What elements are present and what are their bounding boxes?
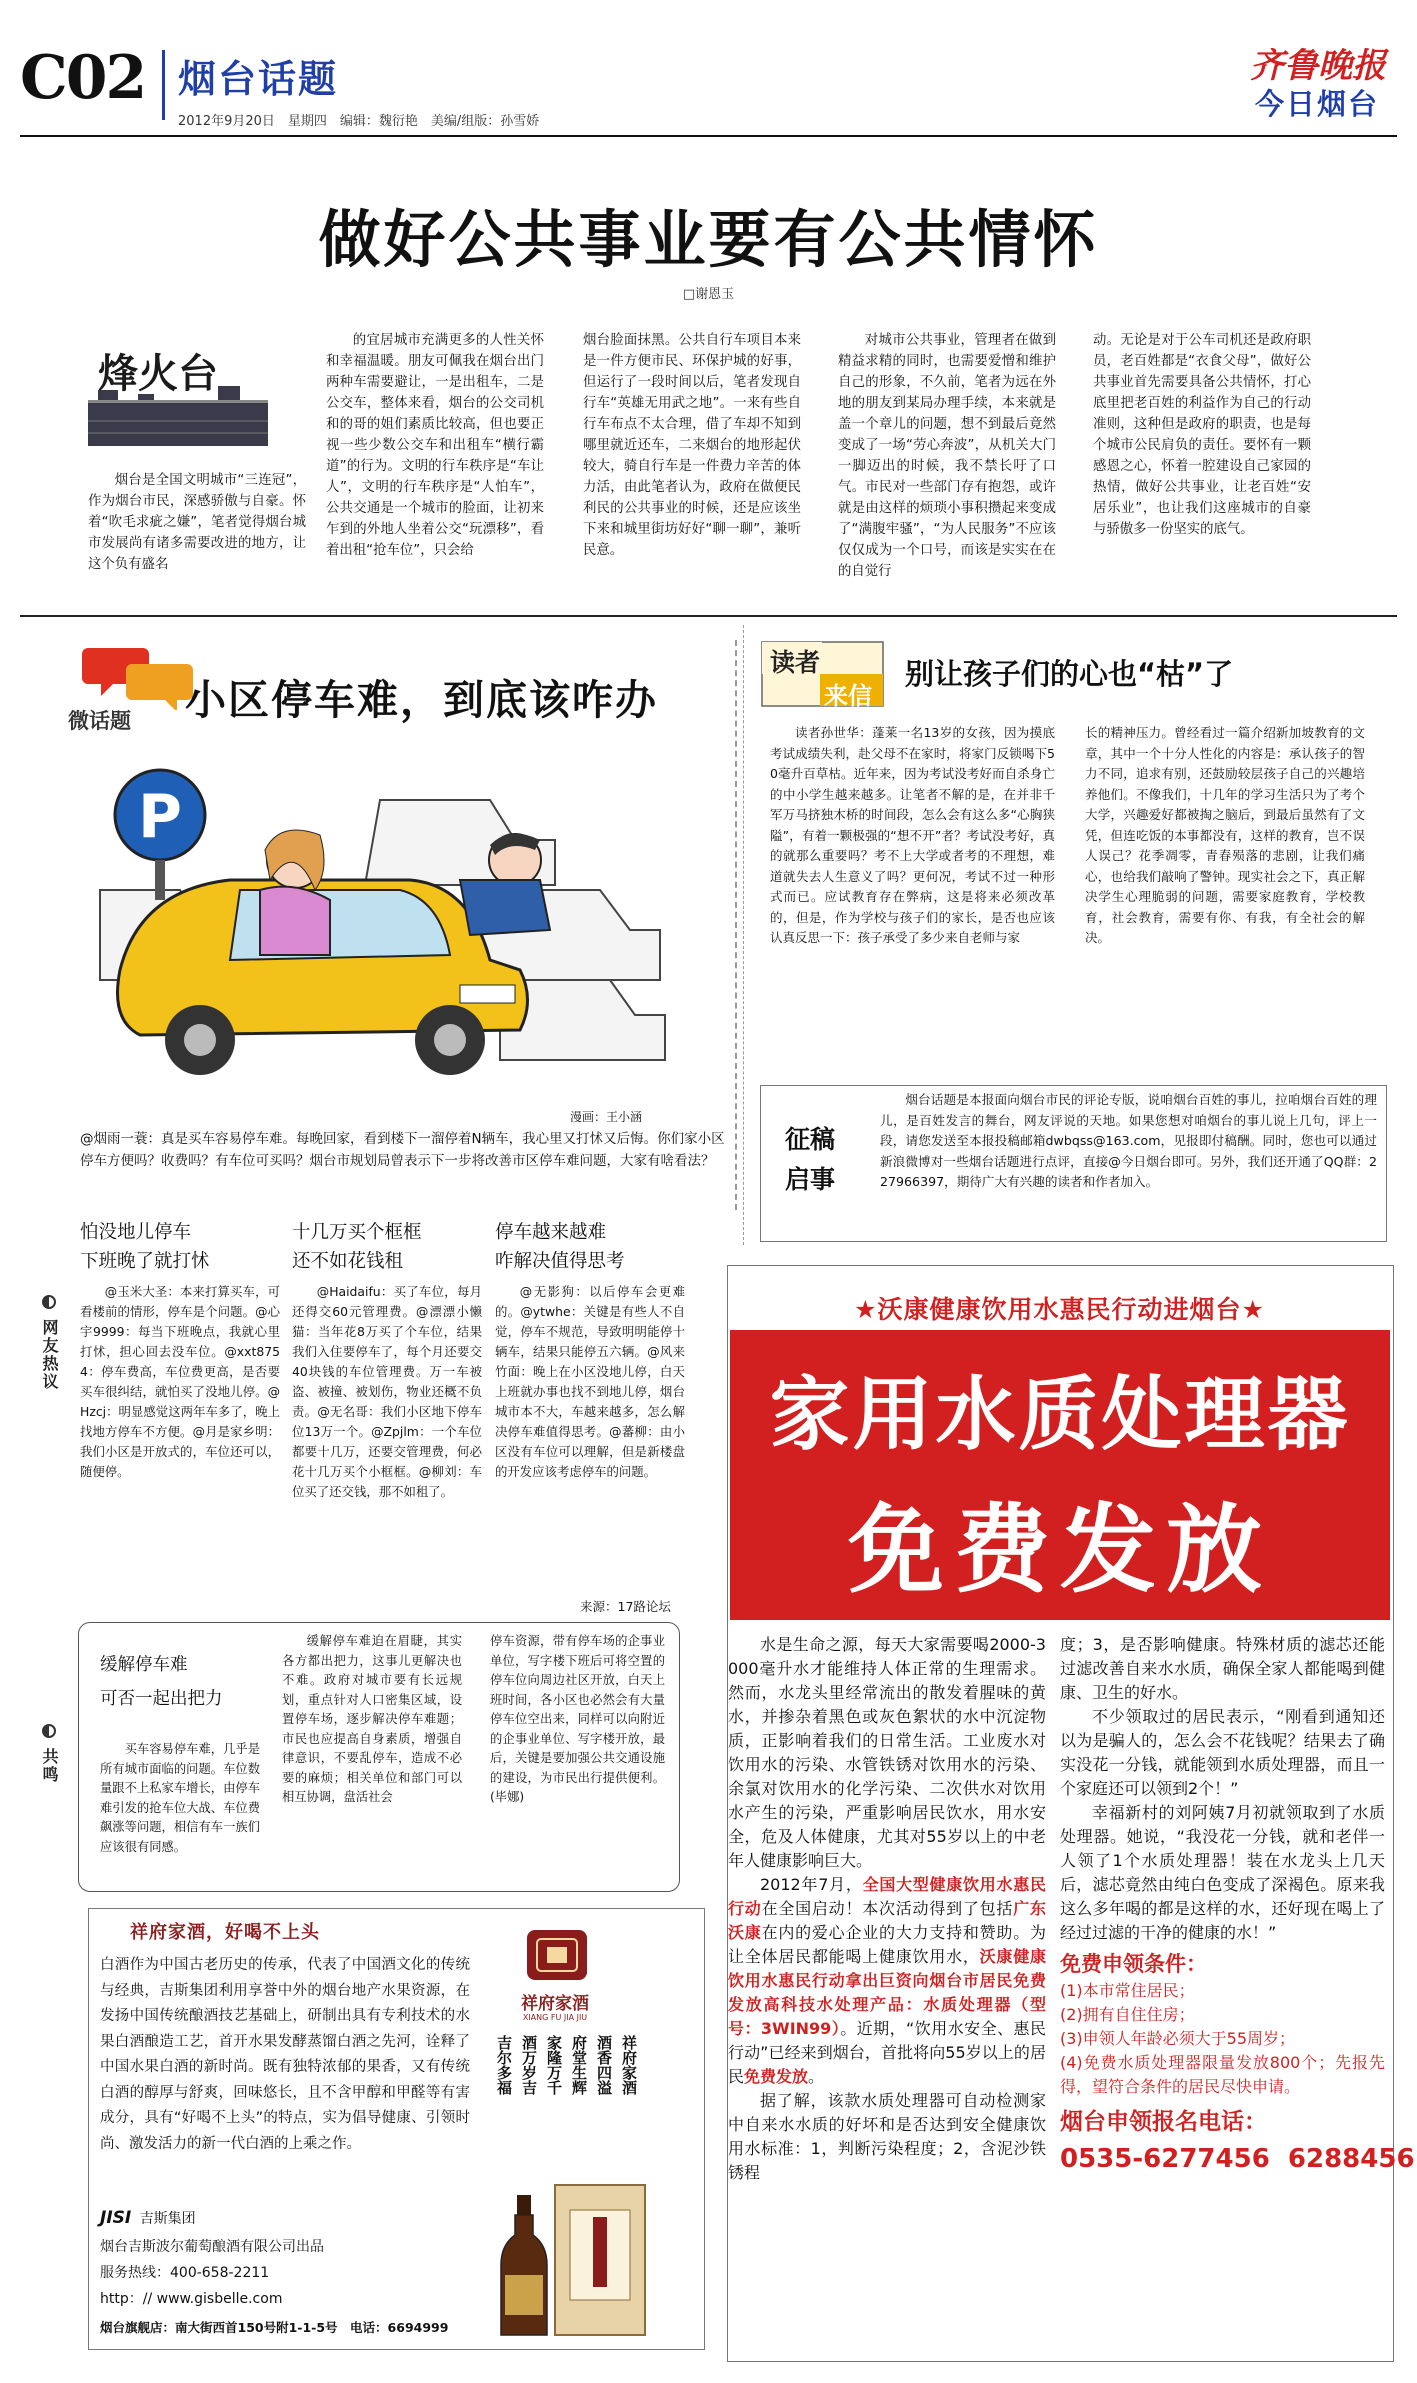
header-meta: 2012年9月20日 星期四 编辑：魏衍艳 美编/组版：孙雪娇 <box>178 114 540 129</box>
side-label-gongming <box>38 1724 60 1784</box>
wine-poem <box>480 2035 640 2155</box>
wine-web[interactable]: http：// www.gisbelle.com <box>100 2291 283 2307</box>
wine-logo <box>500 1925 610 2035</box>
section-title: 烟台话题 <box>178 57 339 101</box>
condition-item: (4)免费水质处理器限量发放800个；先报先得，望符合条件的居民尽快申请。 <box>1060 2053 1385 2096</box>
reader-badge-top: 读者 <box>770 648 821 677</box>
highlight-text: 广东沃康 <box>728 1899 1046 1942</box>
editorial-col-5: 动。无论是对于公车司机还是政府职员，老百姓都是“衣食父母”，做好公共事业首先需要具备公共情怀，打心底里把老百姓的利益作为自己的行动准则，这种但是政府的职责，也是每个城市公民肩负的责任。要怀有一颗感恩之心，怀着一腔建设自己家园的热情，做好公共事业，让老百姓“安居乐业”，也让我们这座城市的自豪与骄傲多一份坚实的底气。 <box>1093 333 1311 537</box>
opinion-title: 怕没地儿停车 下班晚了就打怵 <box>80 1222 210 1272</box>
condition-item: (2)拥有自住住房； <box>1060 2005 1195 2024</box>
condition-item: (3)申领人年龄必须大于55周岁； <box>1060 2029 1296 2048</box>
text-span: 2012年7月， <box>760 1875 863 1894</box>
poem-line: 吉尔多福 <box>495 2035 513 2095</box>
water-ad-col-2 <box>1060 1633 1415 2179</box>
chat-bubble-icon <box>80 640 200 710</box>
poem-line: 酒香四溢 <box>595 2035 613 2095</box>
highlight-text: 全国大型健康饮用水惠民行动 <box>728 1875 1046 1918</box>
reader-badge <box>760 640 885 708</box>
water-ad-headline-1: 家用水质处理器 <box>769 1367 1351 1461</box>
phone-title: 烟台申领报名电话： <box>1060 2109 1267 2135</box>
editorial-col-4: 对城市公共事业，管理者在做到精益求精的同时，也需要爱憎和维护自己的形象，不久前，笔者为远在外地的朋友到某局办理手续，本来就是盖一个章儿的问题，想不到最后竟然变成了一场“劳心奔波”，从机关大门一脚迈出的时候，我不禁长吁了口气。市民对一些部门存有抱怨，或许就是由这样的烦琐小事积攒起来变成了“满腹牢骚”，“为人民服务”不应该仅仅成为一个口号，而该是实实在在的自觉行 <box>838 333 1056 579</box>
reader-col-2: 长的精神压力。曾经看过一篇介绍新加坡教育的文章，其中一个十分人性化的内容是：承认孩子的智力不同，追求有别，还鼓励较层孩子自己的兴趣培养他们。不像我们，十几年的学习生活只为了考个大学，兴趣爱好都被掏之脑后，到最后虽然有了文凭，但连吃饭的本事都没有，这样的教育，岂不误人误己？花季凋零，青春殒落的悲剧，让我们痛心，也给我们敲响了警钟。现实社会之下，真正解决学生心理脆弱的问题，需要家庭教育，学校教育，社会教育，需要有你、有我，有全社会的解决。 <box>1085 725 1365 945</box>
gongming-col-1: 买车容易停车难，几乎是所有城市面临的问题。车位数量跟不上私家车增长，由停车难引发的抢车位大战、车位费飙涨等问题，相信有车一族们应该很有同感。 <box>100 1742 260 1854</box>
reader-title: 别让孩子们的心也“枯”了 <box>905 657 1234 691</box>
page-header <box>0 0 1417 140</box>
jisi-group-name: 吉斯集团 <box>139 2211 196 2227</box>
zhenggao-label <box>785 1120 835 1200</box>
opinion-body: @Haidaifu：买了车位，每月还得交60元管理费。@漂漂小懒猫：当年花8万买了个车位，结果我们入住要停车了，每个月还要交40块钱的车位管理费。万一车被盗、被撞、被划伤，物业还概不负责。@无名哥：我们小区地下停车位13万一个。@Zpjlm：一个车位都要十几万，还要交管理费，何必花十几万买个小框框。@柳刘：车位买了还交钱，那不如租了。 <box>292 1284 482 1499</box>
poem-line: 酒万岁吉 <box>520 2035 538 2095</box>
conditions-title: 免费申领条件： <box>1060 1952 1207 1976</box>
poem-line: 家隆万千 <box>545 2035 563 2095</box>
svg-text:P: P <box>138 782 182 852</box>
editorial-col-3: 烟台脸面抹黑。公共自行车项目本来是一件方便市民、环保护城的好事，但运行了一段时间以后，笔者发现自行车“英雄无用武之地”。一来有些自行车布点不太合理，借了车却不知到哪里就近还车，二来烟台的地形起伏较大，骑自行车是一件费力辛苦的体力活，由此笔者认为，政府在做便民利民的公共事业的时候，还是应该坐下来和城里街坊好好“聊一聊”，兼听民意。 <box>583 333 801 558</box>
gongming-title: 缓解停车难 可否一起出把力 <box>100 1655 223 1709</box>
zhenggao-text: 烟台话题是本报面向烟台市民的评论专版，说咱烟台百姓的事儿，拉咱烟台百姓的理儿，是百姓发言的舞台，网友评说的天地。如果您想对咱烟台的事儿说上几句，评上一段，请您发送至本报投稿邮箱dwbqss@163.com，见报即付稿酬。同时，您也可以通过新浪微博对一些烟台话题进行点评，直接@今日烟台即可。另外，我们还开通了QQ群：227966397，期待广大有兴趣的读者和作者加入。 <box>880 1092 1377 1189</box>
cartoon-credit: 漫画：王小涵 <box>570 1110 643 1124</box>
water-ad-para-1: 水是生命之源，每天大家需要喝2000-3000毫升水才能维持人体正常的生理需求。然而，水龙头里经常流出的散发着腥味的黄水，并掺杂着黑色或灰色絮状的水中沉淀物质，正影响着我们的日常生活。工业废水对饮用水的污染、水管铁锈对饮用水的污染、余氯对饮用水的化学污染、二次供水对饮用水产生的污染，严重影响居民饮水，用水安全，危及人体健康，尤其对55岁以上的中老年人健康影响巨大。 <box>728 1635 1046 1870</box>
opinion-body: @无影狗：以后停车会更难的。@ytwhe：关键是有些人不自觉，停车不规范，导致明明能停十辆车，结果只能停五六辆。@风来竹面：晚上在小区没地儿停，白天上班就办事也找不到地儿停，烟台城市本不大，车越来越多，怎么解决停车难值得思考。@蕃柳：由小区没有车位可以理解，但是新楼盘的开发应该考虑停车的问题。 <box>495 1284 685 1479</box>
column-rule <box>743 625 744 1245</box>
column-badge-text: 烽火台 <box>98 350 218 397</box>
editorial-col-1: 烟台是全国文明城市“三连冠”，作为烟台市民，深感骄傲与自豪。怀着“吹毛求疵之嫌”，笔者觉得烟台城市发展尚有诸多需要改进的地方，让这个负有盛名 <box>88 473 306 572</box>
opinion-title: 十几万买个框框 还不如花钱租 <box>292 1222 422 1272</box>
water-ad-para-5: 不少领取过的居民表示，“刚看到通知还以为是骗人的，怎么会不花钱呢？结果去了确实没花一分钱，就能领到水质处理器，而且一个家庭还可以领到2个！” <box>1060 1707 1385 1798</box>
column-badge <box>88 336 268 446</box>
seal-icon <box>522 1925 592 1985</box>
half-circle-icon <box>42 1724 56 1738</box>
water-ad-headline-2: 免费发放 <box>848 1493 1272 1606</box>
highlight-text: 免费发放 <box>744 2067 809 2086</box>
text-span: 。近期，“饮用水安全、惠民行动”已经来到烟台，首批将向55岁以上的居民 <box>728 2019 1046 2086</box>
header-divider <box>162 50 165 120</box>
poem-line: 府堂生辉 <box>570 2035 588 2095</box>
weihua-label: 微话题 <box>68 709 131 733</box>
text-span: 在全国启动！本次活动得到了包括 <box>761 1899 1014 1918</box>
half-circle-icon <box>42 1295 56 1309</box>
phone-number: 0535-6277456 6288456 <box>1060 2144 1415 2174</box>
wine-body: 白酒作为中国古老历史的传承，代表了中国酒文化的传统与经典，吉斯集团利用享誉中外的烟台地产水果资源，在发扬中国传统酿酒技艺基础上，研制出具有专利技术的水果白酒酿造工艺，首开水果发酵蒸馏白酒之先河，诠释了中国水果白酒的新时尚。既有独特浓郁的果香，又有传统白酒的醇厚与舒爽，回味悠长，且不含甲醇和甲醛等有害成分，具有“好喝不上头”的特点，实为倡导健康、引领时尚、激发活力的新一代白酒的上乘之作。 <box>100 1957 470 2152</box>
side-label-text: 网友热议 <box>40 1319 59 1391</box>
editorial-title: 做好公共事业要有公共情怀 <box>318 203 1099 276</box>
highlight-text: 沃康健康饮用水惠民行动拿出巨资向烟台市居民免费发放高科技水处理产品：水质处理器（型号：3WIN99） <box>728 1947 1046 2038</box>
wine-bottle-image <box>485 2155 655 2340</box>
water-ad-para-4: 度；3，是否影响健康。特殊材质的滤芯还能过滤改善自来水水质，确保全家人都能喝到健康、卫生的好水。 <box>1060 1635 1385 1702</box>
parking-cartoon <box>80 740 680 1100</box>
opinion-body: @玉米大圣：本来打算买车，可看楼前的情形，停车是个问题。@心宇9999：每当下班晚点，我就心里打怵，担心回去没车位。@xxt8754：停车费高，车位费更高，是否要买车很纠结，就怕买了没地儿停。@Hzcj：明显感觉这两年车多了，晚上找地方停车不方便。@月是家乡明：我们小区是开放式的，车位还可以，随便停。 <box>80 1284 280 1479</box>
gongming-col-3: 停车资源，带有停车场的企事业单位，写字楼下班后可将空置的停车位向周边社区开放，白天上班时间，各小区也必然会有大量停车位空出来，同样可以向附近的企事业单位、写字楼开放，最后，关键是要加强公共交通设施的建设，为市民出行提供便利。(毕娜) <box>490 1634 665 1804</box>
poem-line: 祥府家酒 <box>620 2035 638 2095</box>
wine-service: 服务热线：400-658-2211 <box>100 2265 270 2281</box>
editorial-byline: □谢恩玉 <box>682 287 735 302</box>
opinion-source: 来源：17路论坛 <box>580 1599 671 1614</box>
gongming-col-2: 缓解停车难迫在眉睫，其实各方都出把力，这事儿更解决也不难。政府对城市要有长远规划，重点针对人口密集区域，设置停车场，逐步解决停车难题；市民也应提高自身素质，增强自律意识，不要乱停车，造成不必要的麻烦；相关单位和部门可以相互协调，盘活社会 <box>282 1634 462 1804</box>
zhenggao-label-2: 启事 <box>785 1165 836 1194</box>
water-ad-col-1 <box>728 1633 1046 2185</box>
header-rule <box>20 135 1397 137</box>
weihua-intro: @烟雨一蓑：真是买车容易停车难。每晚回家，看到楼下一溜停着N辆车，我心里又打怵又后悔。你们家小区停车方便吗？收费吗？有车位可买吗？烟台市规划局曾表示下一步将改善市区停车难问题，大家有啥看法？ <box>80 1131 725 1169</box>
text-span: 在内的爱心企业的大力支持和赞助。为让全体居民都能喝上健康饮用水， <box>728 1923 1046 1966</box>
wine-store: 烟台旗舰店：南大街西首150号附1-1-5号 电话：6694999 <box>100 2320 449 2335</box>
condition-item: (1)本市常住居民； <box>1060 1981 1195 2000</box>
page-number: C02 <box>20 43 146 113</box>
opinion-col-3 <box>495 1218 685 1482</box>
water-ad-para-3: 据了解，该款水质处理器可自动检测家中自来水水质的好坏和是否达到安全健康饮用水标准：1，判断污染程度；2，含泥沙铁锈程 <box>728 2091 1046 2182</box>
side-label-text: 共鸣 <box>40 1748 59 1784</box>
zhenggao-label-1: 征稿 <box>785 1125 836 1154</box>
wine-group <box>100 2208 196 2228</box>
water-ad-banner: ★沃康健康饮用水惠民行动进烟台★ <box>854 1295 1265 1324</box>
side-label-wangyou <box>38 1295 60 1391</box>
wine-company: 烟台吉斯波尔葡萄酿酒有限公司出品 <box>100 2239 324 2255</box>
editorial-col-2: 的宜居城市充满更多的人性关怀和幸福温暖。朋友可佩我在烟台出门两种车需要避让，一是出租车，二是公交车，整体来看，烟台的公交司机和的哥的姐们素质比较高，但也要正视一些少数公交车和出租车“横行霸道”的行为。文明的行车秩序是“车让人”，文明的行车秩序是“人怕车”，公共交通是一个城市的脸面，让初来乍到的外地人坐着公交“玩漂移”，看着出租“抢车位”，只会给 <box>326 333 544 558</box>
section-rule <box>20 615 1397 617</box>
wine-logo-pinyin: XIANG FU JIA JIU <box>522 2013 588 2022</box>
opinion-col-1 <box>80 1218 280 1482</box>
brand-sub: 今日烟台 <box>1255 87 1380 121</box>
water-ad-para-2 <box>728 1873 1046 2089</box>
wine-logo-name: 祥府家酒 <box>521 1994 589 2014</box>
opinion-title: 停车越来越难 咋解决值得思考 <box>495 1222 625 1272</box>
weihua-title: 小区停车难，到底该咋办 <box>185 676 658 724</box>
water-ad-para-6: 幸福新村的刘阿姨7月初就领取到了水质处理器。她说，“我没花一分钱，就和老伴一人领了1个水质处理器！装在水龙头上几天后，滤芯竟然由纯白色变成了深褐色。原来我这么多年喝的都是这样的水，还好现在喝上了经过过滤的干净的健康的水！” <box>1060 1803 1385 1942</box>
reader-badge-bottom: 来信 <box>824 682 872 710</box>
wine-slogan: 祥府家酒，好喝不上头 <box>130 1922 320 1943</box>
text-span: 。 <box>808 2067 825 2086</box>
opinion-col-2 <box>292 1218 482 1502</box>
jisi-logo: JISI <box>100 2208 132 2228</box>
brand-logo: 齐鲁晚报 <box>1250 46 1386 86</box>
reader-col-1: 读者孙世华：蓬莱一名13岁的女孩，因为摸底考试成绩失利，赴父母不在家时，将家门反锁喝下50毫升百草枯。近年来，因为考试没考好而自杀身亡的中小学生越来越多。让笔者不解的是，在并非千军万马挤独木桥的时间段，怎么会有这么多“心胸狭隘”，有着一颗极强的“想不开”者？考试没考好，真的就那么重要吗？考不上大学或者考的不理想，难道就失去人生意义了吗？更何况，考试不过一种形式而已。应试教育存在弊病，这是将来必须改革的，但是，作为学校与孩子们的家长，是否也应该认真反思一下：孩子承受了多少来自老师与家 <box>770 725 1055 945</box>
